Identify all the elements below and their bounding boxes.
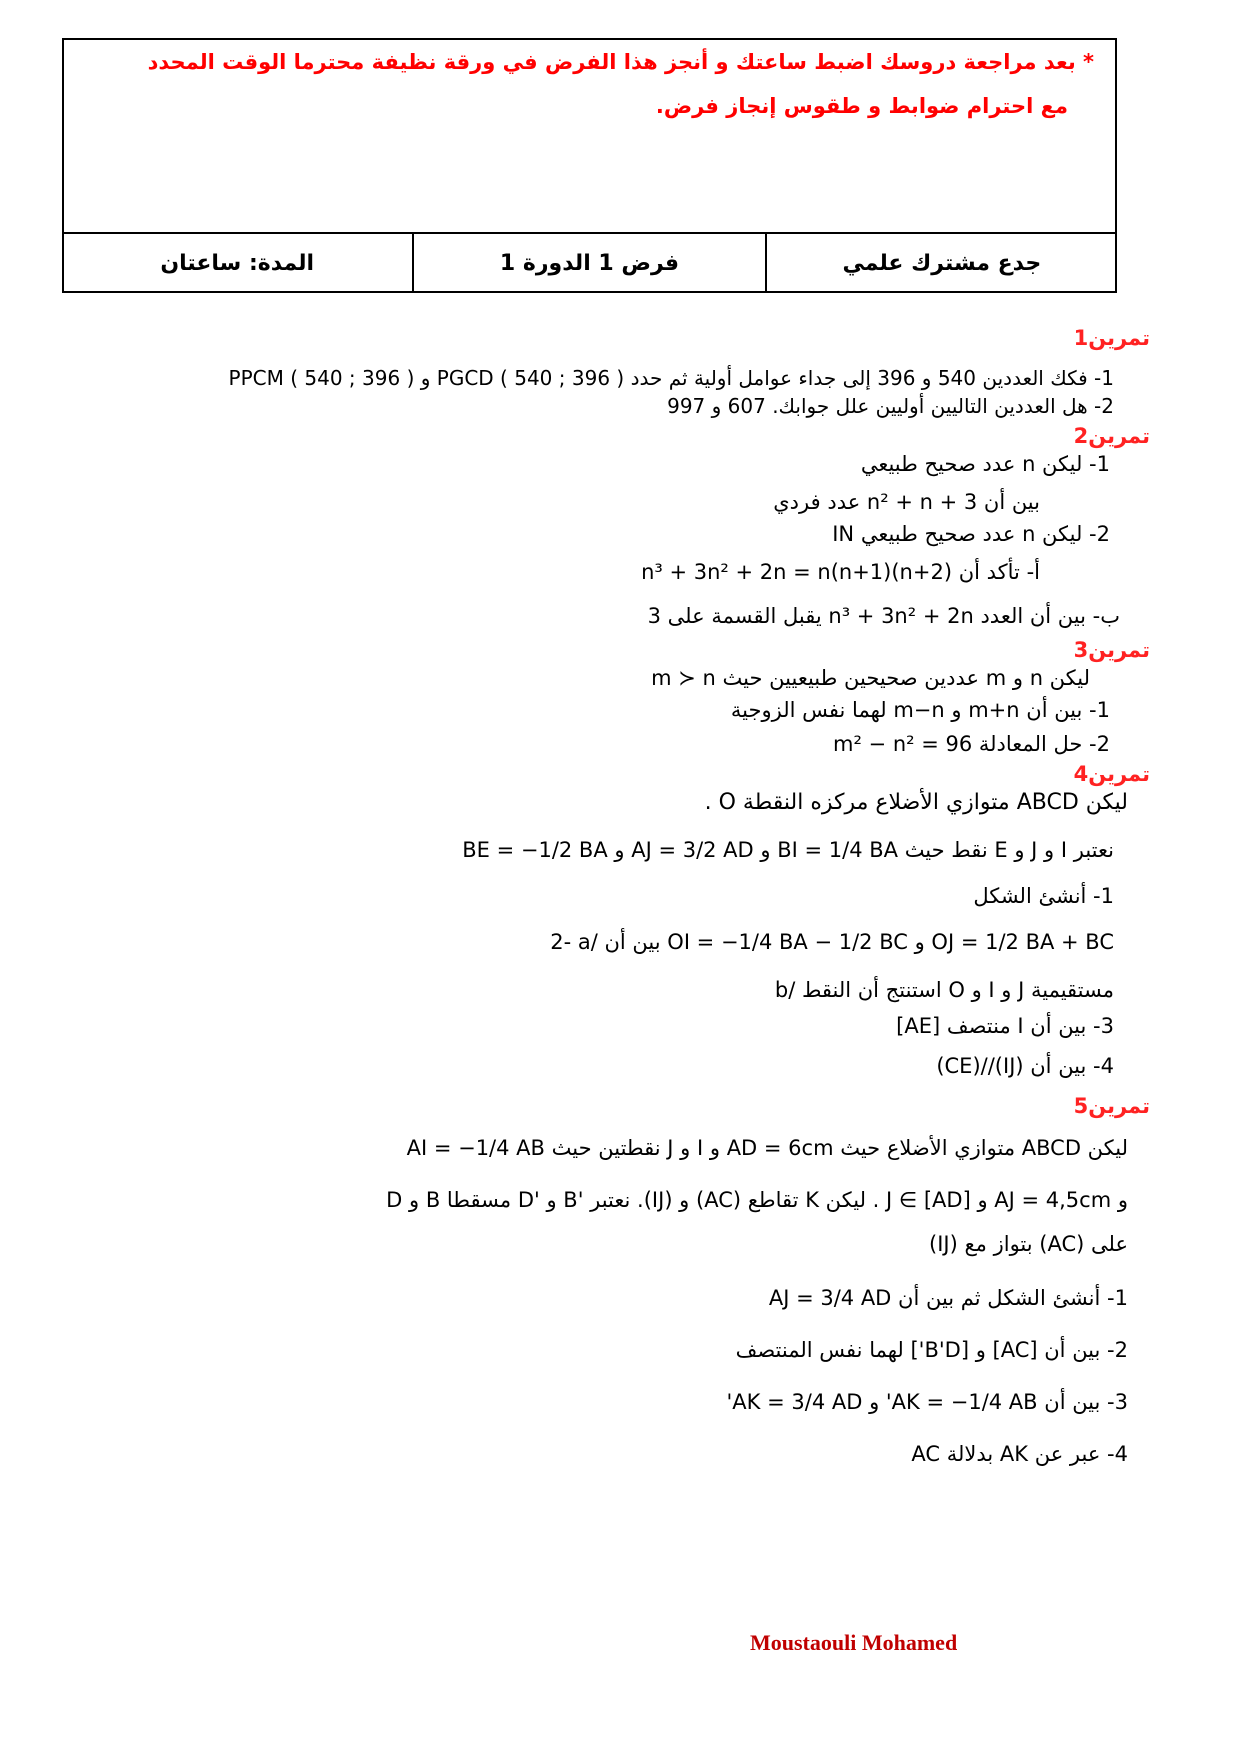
exercise-5-title: تمرين5 <box>1073 1094 1150 1118</box>
exercise-1-question-2: 2- هل العددين التاليين أوليين علل جوابك. 607 و 997 <box>667 394 1114 418</box>
level-cell: جدع مشترك علمي <box>765 234 1117 293</box>
test-title-cell: فرض 1 الدورة 1 <box>412 234 764 293</box>
header-info-row <box>62 232 1117 293</box>
instruction-line-1: * بعد مراجعة دروسك اضبط ساعتك و أنجز هذا الفرض في ورقة نظيفة محترما الوقت المحدد <box>147 50 1094 74</box>
exercise-2-question-1: 1- ليكن n عدد صحيح طبيعي <box>860 452 1110 476</box>
exercise-5-intro-3: على (AC) بتواز مع (IJ) <box>929 1232 1128 1256</box>
exercise-5-intro-1: ليكن ABCD متوازي الأضلاع حيث AD = 6cm و I و J نقطتين حيث AI = −1/4 AB <box>406 1136 1128 1160</box>
author-name: Moustaouli Mohamed <box>750 1630 958 1655</box>
exercise-4-intro: ليكن ABCD متوازي الأضلاع مركزه النقطة O . <box>704 790 1128 815</box>
exercise-4-question-1: 1- أنشئ الشكل <box>973 884 1114 908</box>
exercise-2-question-2b: ب- بين أن العدد n³ + 3n² + 2n يقبل القسمة على 3 <box>647 604 1120 628</box>
duration-cell: المدة: ساعتان <box>160 251 314 276</box>
exercise-2-question-1b: بين أن n² + n + 3 عدد فردي <box>773 490 1040 514</box>
exercise-3-intro: ليكن n و m عددين صحيحين طبيعيين حيث m ≻ n <box>651 666 1090 690</box>
instruction-line-2: مع احترام ضوابط و طقوس إنجاز فرض. <box>655 94 1068 118</box>
exercise-4-question-4: 4- بين أن (IJ)//(CE) <box>936 1054 1114 1078</box>
exercise-1-question-1: 1- فكك العددين 540 و 396 إلى جداء عوامل أولية ثم حدد ( 396 ; 540 ) PGCD و ( 396 ; 540 ) PPCM <box>228 366 1114 390</box>
exercise-4-question-2a: 2- a/ بين أن OI = −1/4 BA − 1/2 BC و OJ = 1/2 BA + BC <box>550 930 1114 954</box>
exercise-4-title: تمرين4 <box>1073 762 1150 786</box>
exercise-1-title: تمرين1 <box>1073 326 1150 350</box>
exercise-3-title: تمرين3 <box>1073 638 1150 662</box>
exercise-3-question-2: 2- حل المعادلة m² − n² = 96 <box>833 732 1110 756</box>
exercise-4-question-2b: b/ استنتج أن النقط O و I و J مستقيمية <box>774 978 1114 1002</box>
exercise-5-question-1: 1- أنشئ الشكل ثم بين أن AJ = 3/4 AD <box>768 1286 1128 1310</box>
exercise-4-question-3: 3- بين أن I منتصف [AE] <box>896 1014 1114 1038</box>
exercise-5-question-4: 4- عبر عن AK بدلالة AC <box>911 1442 1128 1466</box>
exercise-5-intro-2: و AJ = 4,5cm و J ∈ [AD] . ليكن K تقاطع (AC) و (IJ). نعتبر 'B و 'D مسقطا B و D <box>386 1188 1128 1212</box>
exercise-4-points: نعتبر I و J و E نقط حيث BI = 1/4 BA و AJ = 3/2 AD و BE = −1/2 BA <box>462 838 1114 862</box>
exercise-5-question-2: 2- بين أن [AC] و [B'D'] لهما نفس المنتصف <box>735 1338 1128 1362</box>
exercise-2-question-2a: أ- تأكد أن n³ + 3n² + 2n = n(n+1)(n+2) <box>641 560 1040 584</box>
exercise-2-question-2: 2- ليكن n عدد صحيح طبيعي IN <box>832 522 1110 546</box>
exercise-5-question-3: 3- بين أن AK = −1/4 AB' و AK = 3/4 AD' <box>726 1390 1128 1414</box>
exercise-3-question-1: 1- بين أن m+n و m−n لهما نفس الزوجية <box>730 698 1110 722</box>
exercise-2-title: تمرين2 <box>1073 424 1150 448</box>
